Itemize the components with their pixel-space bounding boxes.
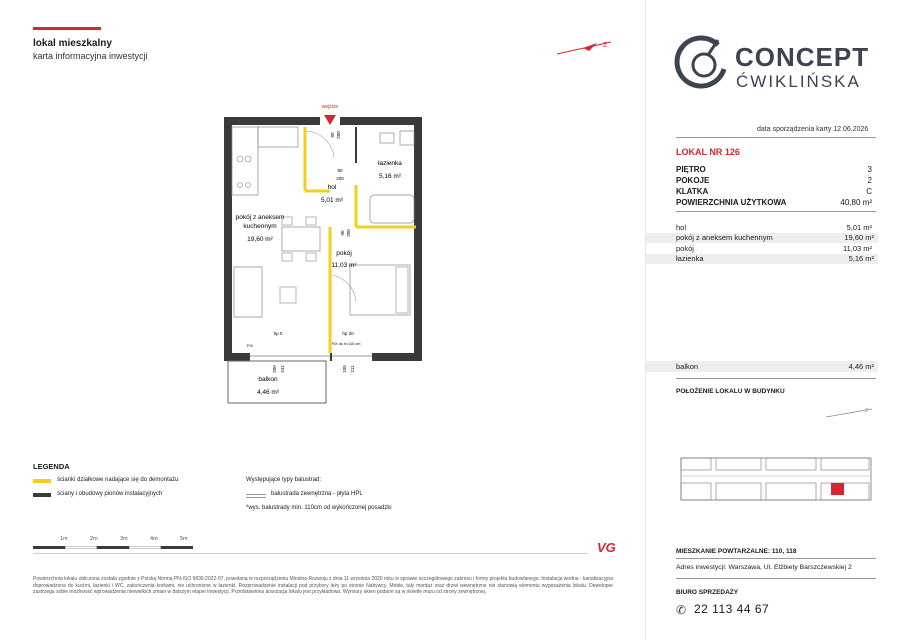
divider (676, 378, 876, 379)
balustrade-type: balustrada zewnętrzna - płyta HPL (271, 491, 363, 497)
hp0-label: hp 0 (273, 331, 283, 336)
room-row-hol (676, 223, 876, 233)
label-hol: hol (327, 184, 337, 191)
sales-office-title: BIURO SPRZEDAŻY (676, 589, 739, 596)
info-value: 40,80 m² (840, 198, 872, 207)
logo-subwordmark: ĆWIKLIŃSKA (736, 72, 861, 91)
scale-label: 1m (60, 536, 68, 542)
room-label: balkon (676, 362, 699, 371)
info-row-pietro (676, 165, 876, 174)
building-location-map (676, 403, 876, 513)
info-label: PIĘTRO (676, 165, 706, 174)
divider (676, 137, 876, 138)
balustrade-note: *wys. balustrady min. 110cm od wykończonej posadzki (246, 505, 392, 511)
disclaimer-text: Powierzchnia lokalu obliczona została zgodnie z Polską Normą PN-ISO 9836:2022-07, powołaną w rozporządzeniu Ministra Rozwoju z dnia 11 września 2020 roku w sprawie szczegółowego zakresu i formy projektu budowlanego. Instalacja wodna - kanalizacyjna doprowadzona do kuchni, łazienki i WC, zakończenia korkami, nie uchronione w łazienki. Rozprowadzenie instalacji pod przybory leży po stronie Nabywcy. Meble, tuły montaż oraz drzwi wewnętrzne nie stanowią elementu wyposażenia lokalu. Deweloper zastrzega sobie możliwość wprowadzenia niewielkich zmian w dalszym etapie inwestycji. Przedstawiona aranżacja lokalu jest przykładowa. Wymiary okien podane są w świetle muru od strony zewnętrznej. (33, 576, 613, 595)
legend-swatch-demount (33, 479, 51, 483)
room-row-pokoj (676, 244, 876, 254)
header-accent-bar (33, 27, 101, 30)
sales-phone[interactable]: 22 113 44 67 (694, 602, 770, 616)
divider (676, 558, 876, 559)
legend-title: LEGENDA (33, 462, 70, 471)
area-pokoj: 11,03 m² (331, 262, 357, 269)
label-balkon: balkon (258, 376, 278, 383)
info-value: 2 (867, 176, 872, 185)
room-label: pokój (676, 244, 694, 253)
logo-wordmark: CONCEPT (735, 42, 870, 72)
scale-bar (33, 546, 193, 549)
info-label: POWIERZCHNIA UŻYTKOWA (676, 198, 787, 207)
win-dim-2: 105 (342, 365, 347, 373)
label-pokoj: pokój (336, 250, 352, 257)
investment-address: Adres inwestycji: Warszawa, Ul. Elżbiety Barszczewskiej 2 (676, 564, 852, 571)
footer-divider (33, 553, 588, 554)
info-row-powierzchnia (676, 198, 876, 207)
hp20-label: hp 20 (342, 331, 354, 336)
document-subtitle: karta informacyjna inwestycji (33, 51, 148, 61)
room-label: hol (676, 223, 687, 232)
room-value: 5,01 m² (846, 223, 872, 232)
column-divider (645, 0, 646, 640)
door-dim-3: 90 (340, 230, 345, 236)
win-dim-1: 200 (272, 365, 277, 373)
apartment-highlight (831, 483, 844, 495)
balustrade-swatch (246, 494, 266, 498)
scale-label: 5m (180, 536, 188, 542)
room-value: 4,46 m² (848, 362, 874, 371)
info-value: 3 (867, 165, 872, 174)
info-row-pokoje (676, 176, 876, 185)
entrance-label: wejście (321, 104, 339, 110)
info-value: C (866, 187, 872, 196)
room-value: 11,03 m² (842, 244, 872, 253)
legend-swatch-walls (33, 493, 51, 497)
info-label: KLATKA (676, 187, 709, 196)
win-dim-1b: 241 (280, 365, 285, 373)
room-label: pokój z aneksem kuchennym (676, 233, 773, 242)
info-row-klatka (676, 187, 876, 196)
divider (676, 211, 876, 212)
area-hol: 5,01 m² (320, 197, 344, 204)
win-dim-2b: 211 (350, 365, 355, 373)
phone-icon: ✆ (676, 603, 687, 617)
room-label: łazienka (676, 254, 704, 263)
label-pokoj-aneks-1: pokój z aneksem (235, 214, 285, 221)
concept-logo-icon (674, 35, 730, 91)
repeated-apartments: MIESZKANIE POWTARZALNE: 110, 118 (676, 548, 797, 555)
legend-item-demount: ścianki działkowe nadające się do demontażu (57, 477, 179, 483)
fix2-label: FIX do h=110 cm (331, 342, 361, 346)
area-lazienka: 5,16 m² (378, 173, 402, 180)
scale-label: 3m (120, 536, 128, 542)
label-pokoj-aneks-2: kuchennym (243, 223, 277, 230)
floor-plan (220, 95, 430, 410)
building-position-title: POŁOŻENIE LOKALU W BUDYNKU (676, 388, 785, 395)
scale-label: 4m (150, 536, 158, 542)
room-row-lazienka (646, 254, 878, 264)
legend-item-walls: ściany i obudowy pionów instalacyjnych (57, 491, 163, 497)
svg-text:Z: Z (603, 42, 608, 49)
apartment-number: LOKAL NR 126 (676, 147, 740, 157)
room-row-pokoj-aneks (646, 233, 878, 243)
room-value: 19,60 m² (844, 233, 874, 242)
label-lazienka: łazienka (378, 160, 402, 167)
balustrade-title: Występujące typy balustrad: (246, 477, 321, 483)
door-dim-2: 80 (337, 168, 343, 173)
vg-logo: VG (597, 540, 616, 555)
document-title: lokal mieszkalny (33, 38, 112, 49)
svg-text:Z: Z (865, 408, 869, 414)
door-dim-1b: 200 (336, 131, 341, 139)
divider (676, 578, 876, 579)
door-dim-1: 90 (330, 132, 335, 138)
info-label: POKOJE (676, 176, 710, 185)
area-pokoj-aneks: 19,60 m² (247, 236, 273, 243)
door-dim-3b: 200 (346, 229, 351, 237)
room-value: 5,16 m² (848, 254, 874, 263)
north-arrow-icon (555, 38, 615, 58)
room-row-balkon (646, 361, 878, 372)
fix-label: FIX (246, 343, 254, 348)
door-dim-2b: 200 (336, 176, 344, 181)
area-balkon: 4,46 m² (256, 389, 280, 396)
scale-label: 2m (90, 536, 98, 542)
card-date: data sporządzenia karty 12.06.2026 (757, 126, 869, 133)
